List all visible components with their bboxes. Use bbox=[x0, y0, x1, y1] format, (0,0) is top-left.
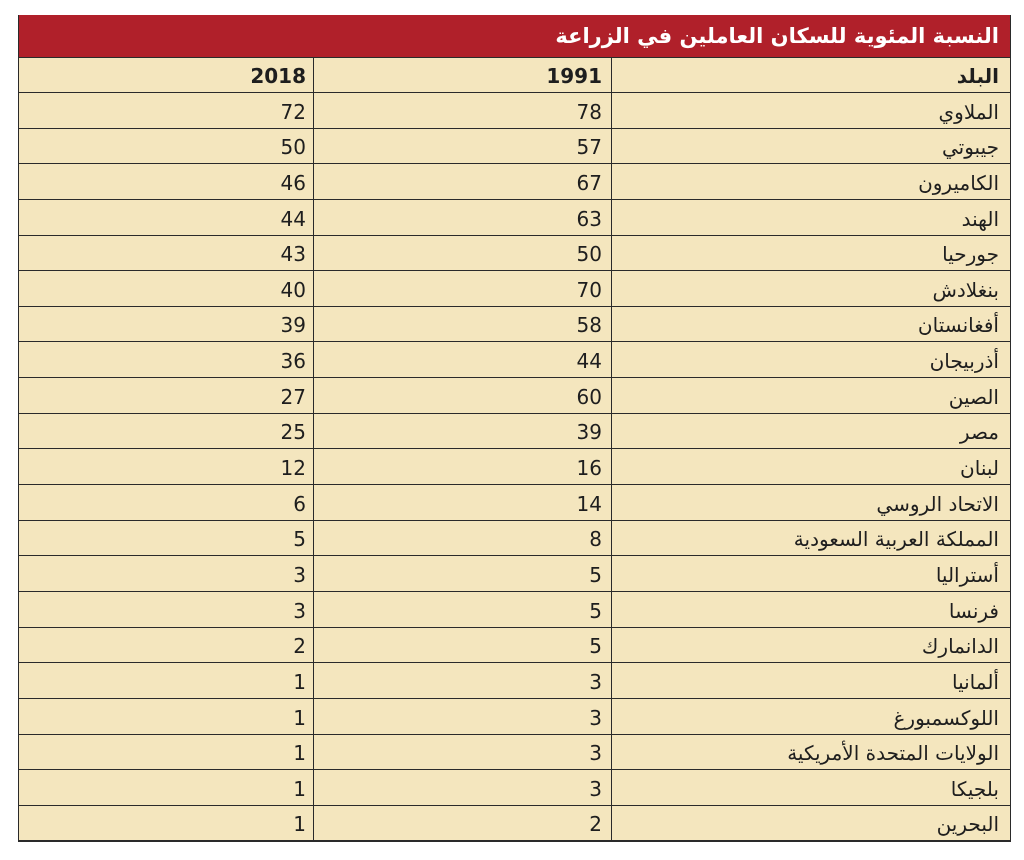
table-row bbox=[19, 663, 1010, 699]
cell-2018: 1 bbox=[19, 770, 314, 805]
table-header-row bbox=[19, 57, 1010, 93]
cell-country: الملاوي bbox=[938, 99, 999, 124]
cell-2018: 1 bbox=[19, 735, 314, 770]
table-row bbox=[19, 271, 1010, 307]
table-row bbox=[19, 592, 1010, 628]
cell-2018: 3 bbox=[19, 556, 314, 591]
cell-country: أفغانستان bbox=[917, 313, 999, 338]
table-row bbox=[19, 521, 1010, 557]
table-row bbox=[19, 628, 1010, 664]
table-row bbox=[19, 93, 1010, 129]
table-body bbox=[19, 93, 1010, 841]
cell-1991: 16 bbox=[314, 449, 612, 484]
cell-2018: 1 bbox=[19, 699, 314, 734]
cell-2018: 43 bbox=[19, 236, 314, 271]
cell-country: أذربيجان bbox=[929, 349, 999, 374]
header-2018: 2018 bbox=[19, 58, 314, 92]
cell-1991: 3 bbox=[314, 699, 612, 734]
header-country: البلد bbox=[956, 64, 999, 88]
cell-2018: 39 bbox=[19, 307, 314, 342]
cell-country: أستراليا bbox=[935, 562, 999, 587]
cell-2018: 5 bbox=[19, 521, 314, 556]
table-grid bbox=[19, 57, 1010, 841]
cell-2018: 1 bbox=[19, 663, 314, 698]
cell-1991: 78 bbox=[314, 93, 612, 128]
cell-1991: 63 bbox=[314, 200, 612, 235]
cell-1991: 39 bbox=[314, 414, 612, 449]
cell-country: المملكة العربية السعودية bbox=[793, 527, 999, 552]
cell-1991: 58 bbox=[314, 307, 612, 342]
cell-1991: 50 bbox=[314, 236, 612, 271]
cell-country: جيبوتي bbox=[941, 135, 999, 160]
cell-1991: 14 bbox=[314, 485, 612, 520]
table-row bbox=[19, 485, 1010, 521]
cell-2018: 36 bbox=[19, 342, 314, 377]
cell-country: مصر bbox=[959, 420, 999, 445]
cell-1991: 57 bbox=[314, 129, 612, 164]
cell-2018: 1 bbox=[19, 806, 314, 841]
agriculture-employment-table bbox=[18, 15, 1011, 842]
cell-country: ألمانيا bbox=[951, 669, 999, 694]
cell-country: بنغلادش bbox=[932, 277, 999, 302]
cell-1991: 70 bbox=[314, 271, 612, 306]
cell-2018: 3 bbox=[19, 592, 314, 627]
cell-2018: 72 bbox=[19, 93, 314, 128]
table-row bbox=[19, 236, 1010, 272]
cell-country: الكاميرون bbox=[918, 170, 999, 195]
table-row bbox=[19, 200, 1010, 236]
cell-1991: 3 bbox=[314, 770, 612, 805]
cell-2018: 44 bbox=[19, 200, 314, 235]
table-row bbox=[19, 342, 1010, 378]
cell-1991: 60 bbox=[314, 378, 612, 413]
cell-2018: 27 bbox=[19, 378, 314, 413]
cell-2018: 46 bbox=[19, 164, 314, 199]
table-row bbox=[19, 449, 1010, 485]
cell-country: الهند bbox=[961, 206, 999, 231]
table-row bbox=[19, 307, 1010, 343]
cell-1991: 5 bbox=[314, 628, 612, 663]
cell-2018: 40 bbox=[19, 271, 314, 306]
cell-country: الدانمارك bbox=[921, 634, 999, 659]
table-row bbox=[19, 164, 1010, 200]
table-row bbox=[19, 699, 1010, 735]
table-row bbox=[19, 806, 1010, 842]
cell-country: جورحيا bbox=[942, 242, 999, 267]
cell-country: الولايات المتحدة الأمريكية bbox=[787, 741, 999, 766]
cell-country: فرنسا bbox=[948, 598, 999, 623]
cell-1991: 5 bbox=[314, 556, 612, 591]
cell-1991: 2 bbox=[314, 806, 612, 841]
cell-2018: 6 bbox=[19, 485, 314, 520]
cell-1991: 3 bbox=[314, 735, 612, 770]
cell-country: لبنان bbox=[960, 456, 999, 481]
cell-1991: 44 bbox=[314, 342, 612, 377]
cell-country: الصين bbox=[948, 384, 999, 409]
table-row bbox=[19, 770, 1010, 806]
table-row bbox=[19, 556, 1010, 592]
header-1991: 1991 bbox=[314, 58, 612, 92]
table-title: النسبة المئوية للسكان العاملين في الزراعة bbox=[555, 24, 999, 48]
table-row bbox=[19, 414, 1010, 450]
table-row bbox=[19, 129, 1010, 165]
cell-2018: 2 bbox=[19, 628, 314, 663]
cell-1991: 3 bbox=[314, 663, 612, 698]
cell-country: بلجيكا bbox=[950, 776, 999, 801]
cell-2018: 25 bbox=[19, 414, 314, 449]
cell-country: اللوكسمبورغ bbox=[893, 705, 999, 730]
cell-2018: 50 bbox=[19, 129, 314, 164]
table-row bbox=[19, 378, 1010, 414]
cell-1991: 5 bbox=[314, 592, 612, 627]
cell-1991: 8 bbox=[314, 521, 612, 556]
cell-country: الاتحاد الروسي bbox=[876, 491, 999, 516]
table-title-bar bbox=[19, 15, 1010, 57]
table-row bbox=[19, 735, 1010, 771]
cell-1991: 67 bbox=[314, 164, 612, 199]
cell-2018: 12 bbox=[19, 449, 314, 484]
cell-country: البحرين bbox=[936, 812, 999, 837]
